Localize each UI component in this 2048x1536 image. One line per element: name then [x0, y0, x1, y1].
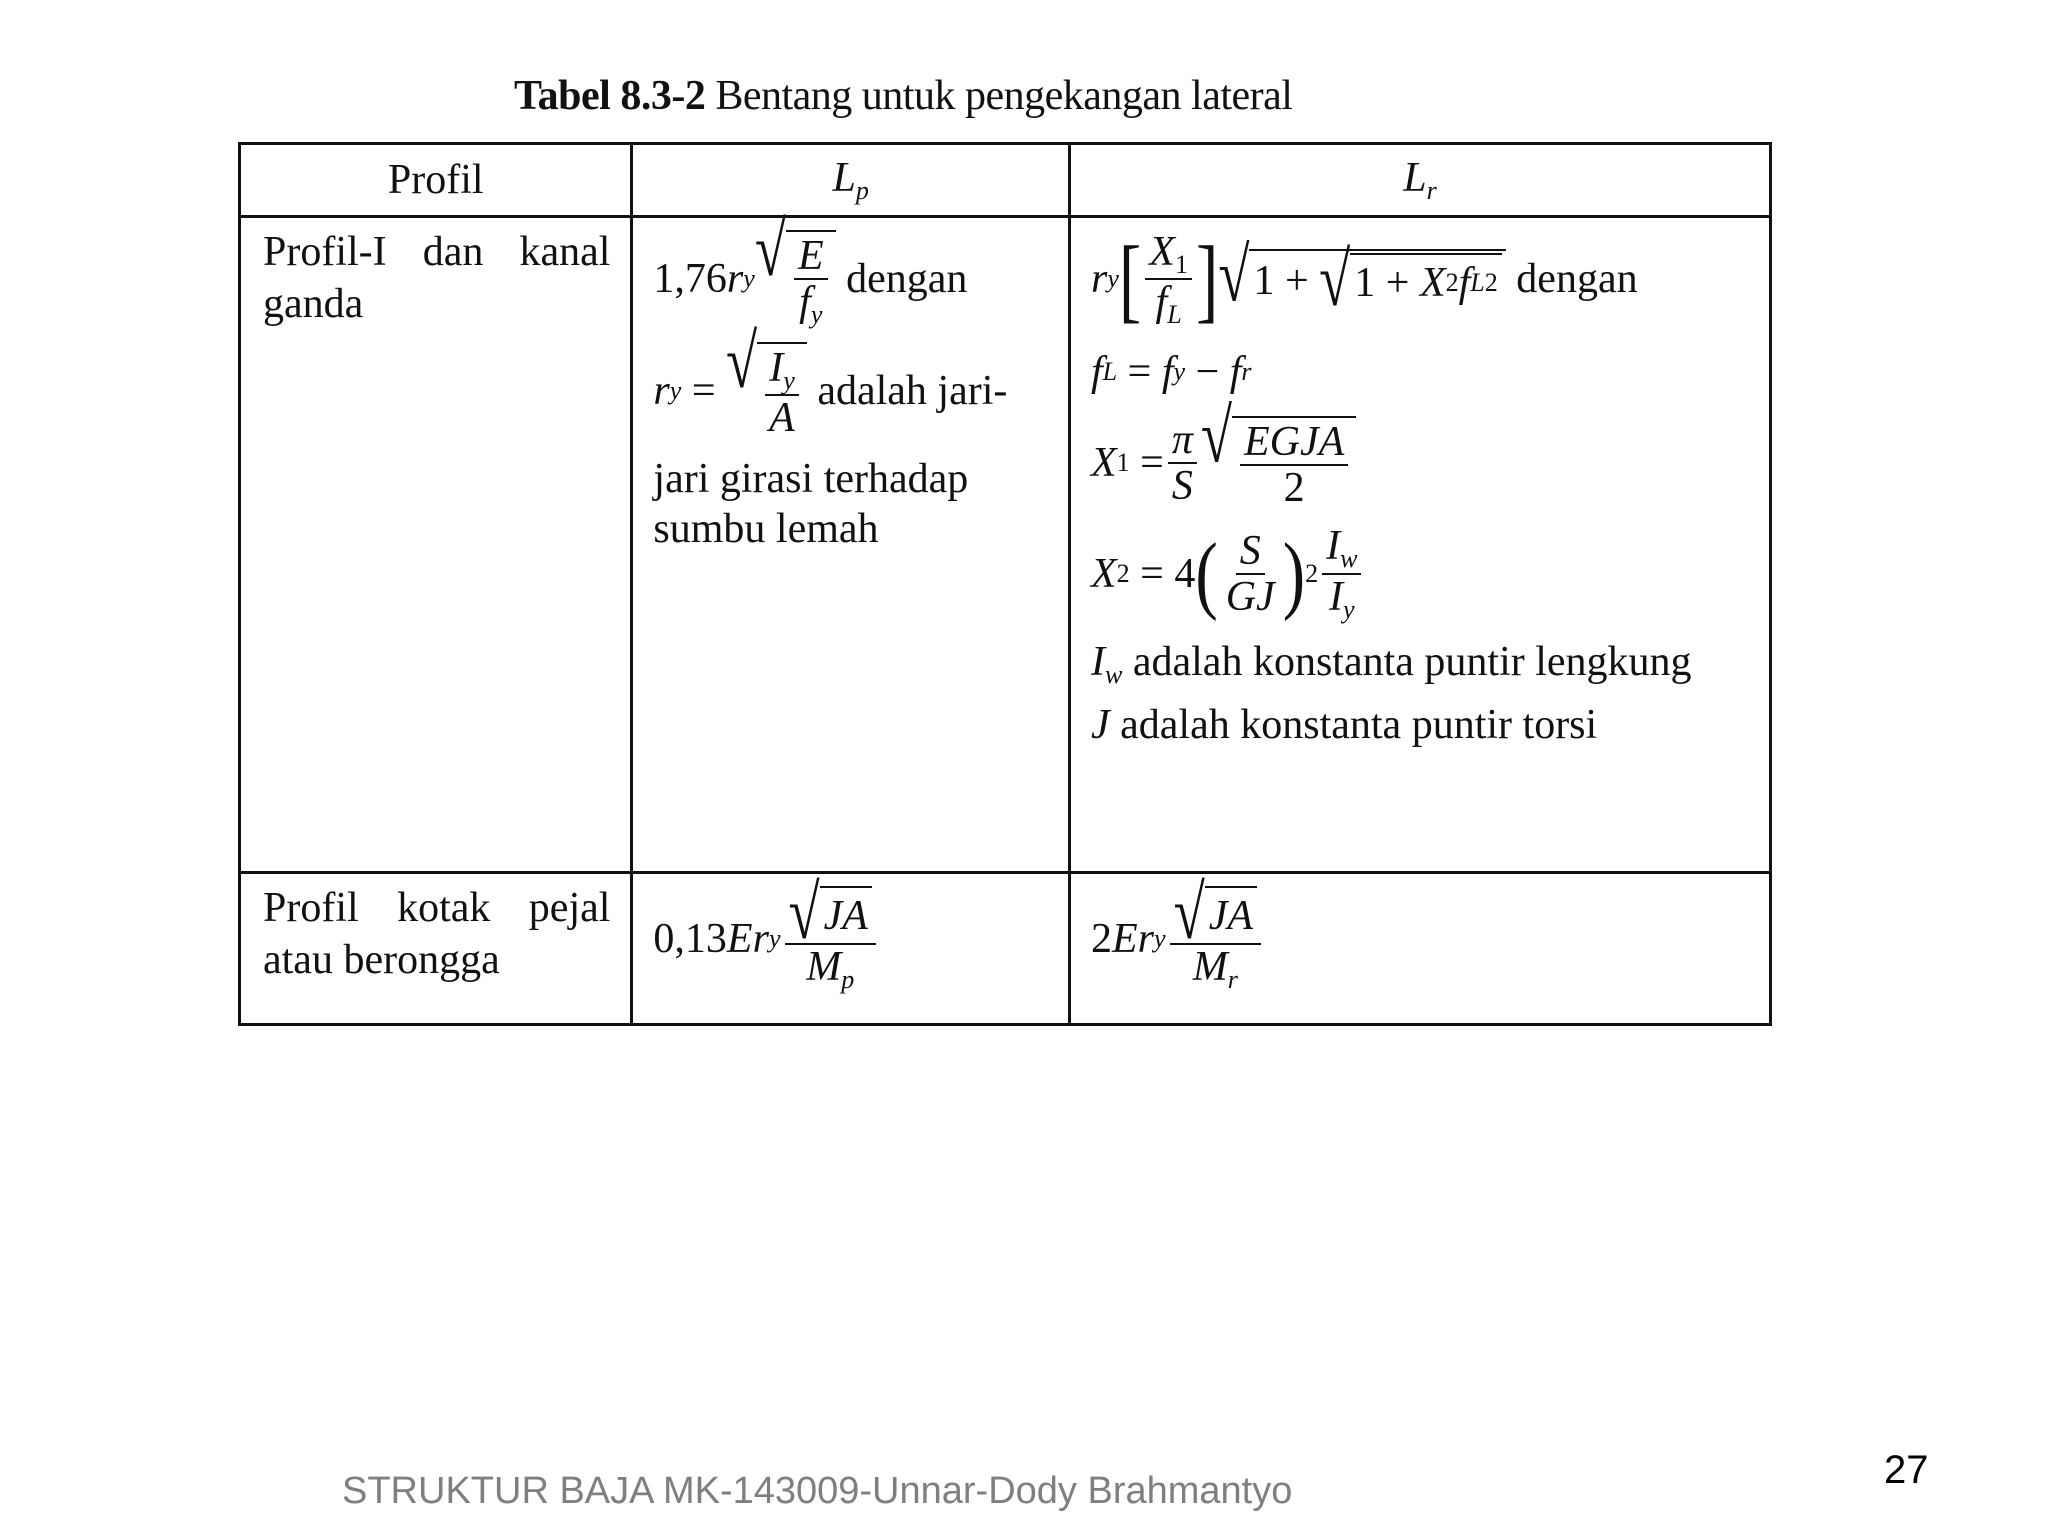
- lp-desc-line2: sumbu lemah: [653, 506, 879, 553]
- iw-definition: $I_w$ adalah konstanta puntir lengkung: [1090, 638, 1692, 689]
- j-definition: J adalah konstanta puntir torsi: [1090, 701, 1598, 748]
- lp-formula: 1,76 r y √ $\frac{E}{f_y}$ dengan: [653, 207, 968, 329]
- header-profil: Profil: [240, 144, 632, 217]
- fl-formula: f L = f y − f r: [1090, 349, 1252, 396]
- lr-box-formula: 2 E r y √ JA $M_r$: [1091, 886, 1751, 993]
- footer-text: STRUKTUR BAJA MK-143009-Unnar-Dody Brahmantyo: [342, 1470, 1293, 1512]
- table-row: [240, 217, 1771, 873]
- lateral-bracing-table: [238, 142, 1772, 1026]
- table-title: [514, 72, 1292, 120]
- cell-lr-profil-i: [1069, 217, 1770, 873]
- ry-formula: r y = √ $\frac{I_y}{A}$ adalah jari-: [653, 319, 1008, 442]
- x2-formula: X 2 = 4 ( $\frac{S}{GJ}$ ) 2 $\frac{I_w}{I_y}$: [1091, 524, 1751, 622]
- table-caption: Bentang untuk pengekangan lateral: [715, 73, 1293, 119]
- table-number: Tabel 8.3-2: [514, 73, 706, 119]
- header-lr: $L_r$: [1069, 144, 1770, 217]
- lp-desc-line1: jari girasi terhadap: [653, 456, 969, 503]
- page-number: 27: [1884, 1448, 1929, 1492]
- table-row: [240, 873, 1771, 1025]
- cell-lp-profil-i: [632, 207, 1070, 873]
- x1-formula: X 1 = $\frac{\pi}{S}$ √ $\frac{\text{EGJA}}{2}$: [1091, 416, 1751, 510]
- cell-lp-profil-kotak: [632, 870, 1070, 1025]
- lr-formula: r y [ $\frac{X_1}{f_L}$ ] √ 1 + √ 1 + X 2 f L 2 dengan: [1090, 226, 1638, 332]
- cell-lr-profil-kotak: [1069, 870, 1770, 1025]
- row-label-profil-i: Profil-I dan kanal ganda: [240, 217, 632, 873]
- lp-box-formula: 0,13 E r y √ JA $M_p$: [653, 886, 1050, 993]
- header-lp: $L_p$: [632, 144, 1070, 217]
- header-row: [240, 144, 1771, 217]
- row-label-profil-kotak: Profil kotak pejal atau berongga: [240, 873, 632, 1025]
